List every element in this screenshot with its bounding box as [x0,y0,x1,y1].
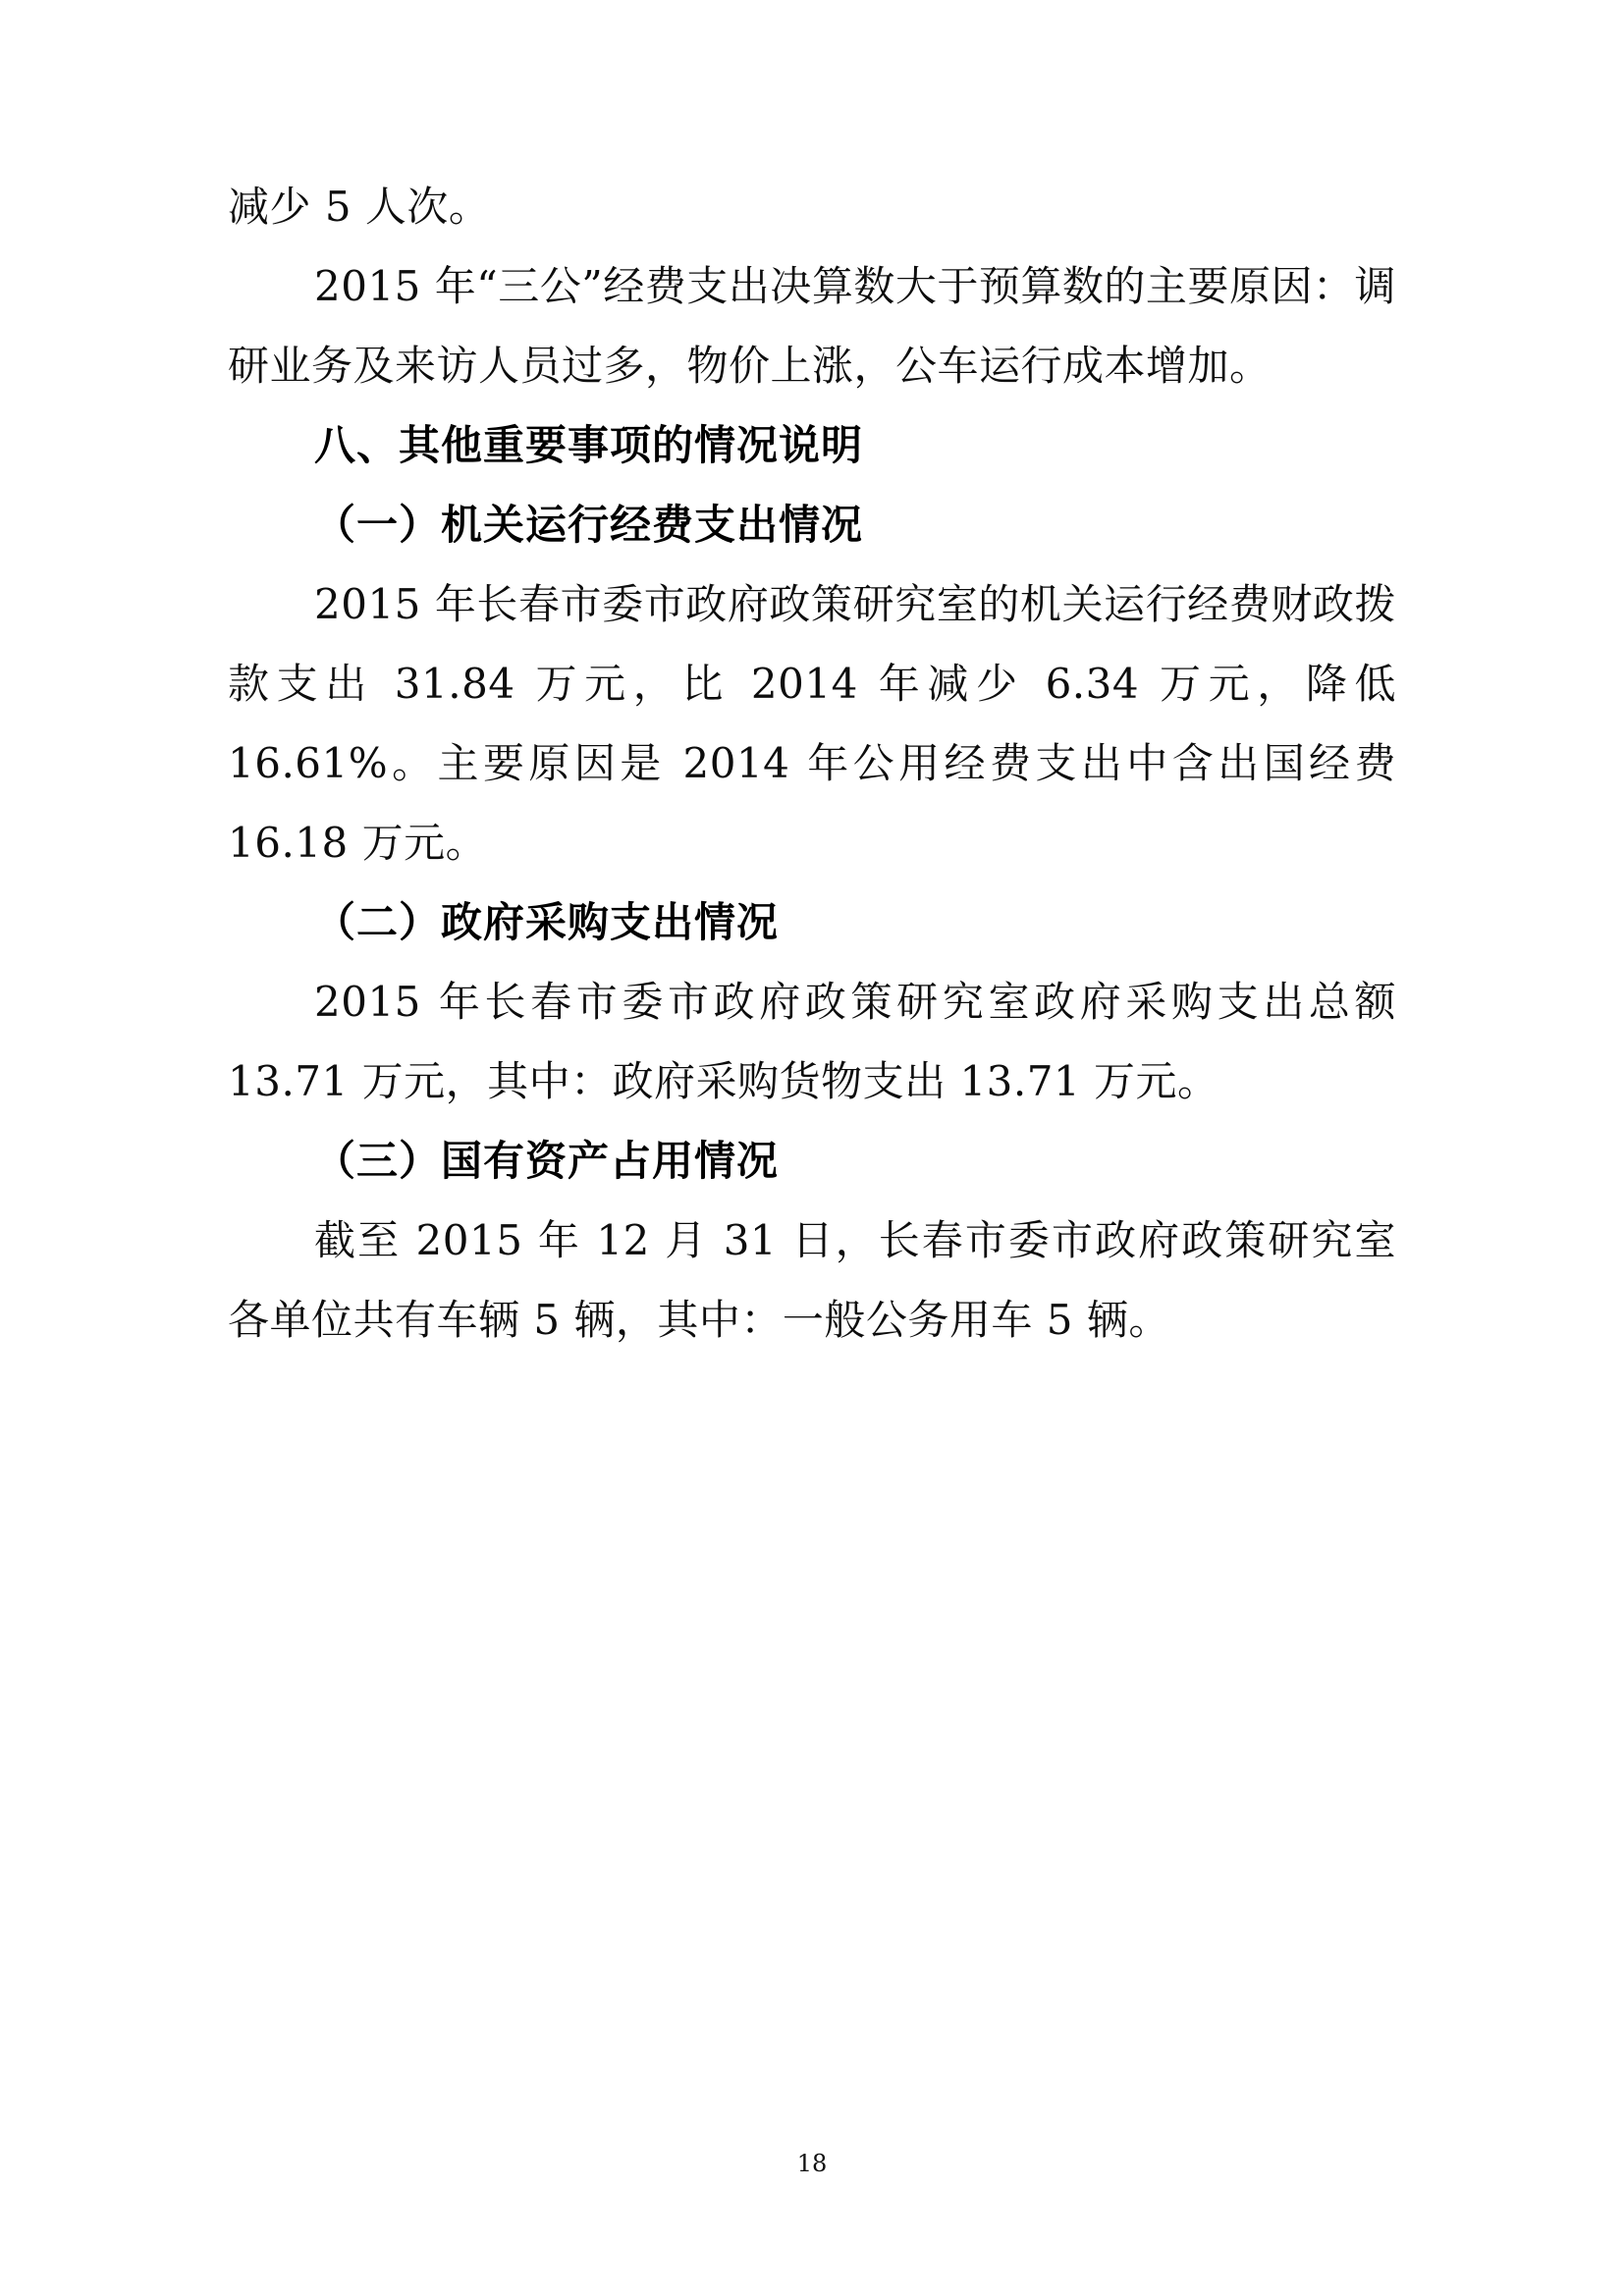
subsection-heading-3: （三）国有资产占用情况 [314,1137,780,1185]
page-number: 18 [796,2150,828,2177]
subsection-heading-2: （二）政府采购支出情况 [314,898,780,946]
paragraph-sangong-reason: 2015 年“三公”经费支出决算数大于预算数的主要原因：调研业务及来访人员过多，物价上涨，公车运行成本增加。 [228,262,1396,390]
subsection-heading-1: （一）机关运行经费支出情况 [314,501,864,549]
paragraph-carryover: 减少 5 人次。 [228,183,491,231]
paragraph-state-assets: 截至 2015 年 12 月 31 日，长春市委市政府政策研究室各单位共有车辆 5 辆，其中：一般公务用车 5 辆。 [228,1216,1396,1344]
paragraph-operating-expenses: 2015 年长春市委市政府政策研究室的机关运行经费财政拨款支出 31.84 万元，比 2014 年减少 6.34 万元，降低 16.61%。主要原因是 2014 年公用经费支出中含出国经费 16.18 万元。 [228,580,1396,867]
document-body [228,167,1396,1360]
section-heading-8: 八、其他重要事项的情况说明 [314,421,864,469]
paragraph-procurement: 2015 年长春市委市政府政策研究室政府采购支出总额 13.71 万元，其中：政府采购货物支出 13.71 万元。 [228,978,1396,1105]
